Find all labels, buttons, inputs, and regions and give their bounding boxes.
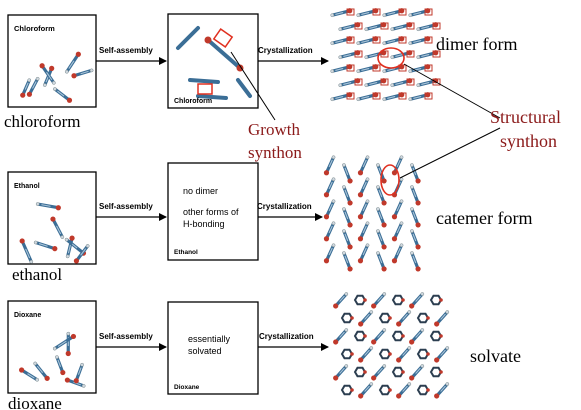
aggregate-line: other forms of xyxy=(183,207,239,217)
aggregate-box-tag: Dioxane xyxy=(174,384,200,391)
aggregate-box-chloroform xyxy=(168,14,258,108)
aggregate-box-tag: Chloroform xyxy=(174,98,213,105)
self-assembly-label: Self-assembly xyxy=(99,332,153,341)
structural-synthon-pointer xyxy=(404,64,500,118)
solvent-label: chloroform xyxy=(4,112,81,131)
crystallization-label: Crystallization xyxy=(259,332,314,341)
product-label: dimer form xyxy=(436,34,518,54)
product-label: solvate xyxy=(470,346,521,366)
aggregate-box-tag: Ethanol xyxy=(174,249,198,256)
growth-synthon-pointer xyxy=(231,52,275,120)
crystal-lattice-catemer xyxy=(324,156,421,272)
structural-synthon-pointer xyxy=(400,128,500,178)
self-assembly-label: Self-assembly xyxy=(99,202,153,211)
crystallization-label: Crystallization xyxy=(258,46,313,55)
growth-synthon-label: synthon xyxy=(248,143,302,162)
solution-molecules xyxy=(20,202,90,263)
structural-synthon-label: synthon xyxy=(500,131,558,151)
solution-box-tag: Dioxane xyxy=(14,312,42,319)
self-assembly-label: Self-assembly xyxy=(99,46,153,55)
row-chloroform xyxy=(4,8,517,131)
solvent-label: dioxane xyxy=(8,394,62,410)
solution-box-tag: Chloroform xyxy=(14,24,55,33)
structural-synthon-label: Structural xyxy=(490,107,561,127)
growth-synthon-label: Growth xyxy=(248,120,300,139)
aggregate-line: essentially xyxy=(188,334,231,344)
row-ethanol xyxy=(8,156,532,284)
crystallization-label: Crystallization xyxy=(257,202,312,211)
aggregate-line: H-bonding xyxy=(183,219,225,229)
crystal-lattice-dimer xyxy=(331,8,440,101)
aggregate-line: solvated xyxy=(188,346,222,356)
product-label: catemer form xyxy=(436,208,533,228)
solution-molecules xyxy=(20,52,93,103)
growth-synthon-annotation xyxy=(231,52,302,162)
crystal-lattice-solvate xyxy=(333,292,449,398)
growth-synthon-molecules xyxy=(178,28,250,98)
aggregate-line: no dimer xyxy=(183,186,219,196)
solution-box-tag: Ethanol xyxy=(14,183,40,190)
structural-synthon-annotation xyxy=(400,64,561,178)
solvent-label: ethanol xyxy=(12,265,63,284)
solution-molecules xyxy=(19,332,85,387)
row-dioxane xyxy=(8,292,521,410)
